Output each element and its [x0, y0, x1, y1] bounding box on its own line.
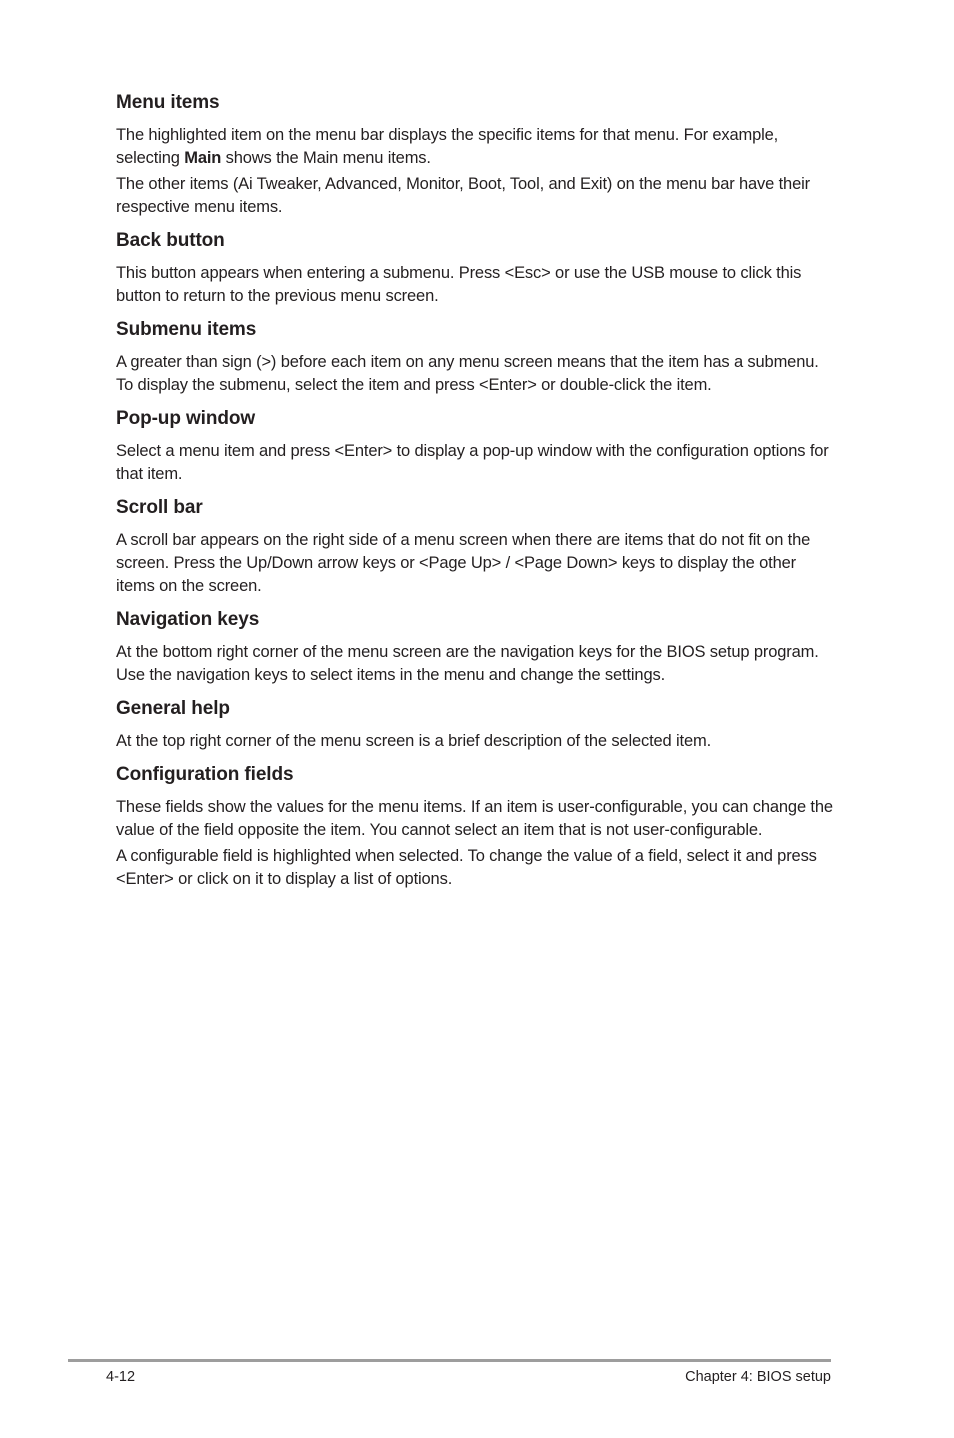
document-body — [116, 90, 836, 894]
section-paragraph: Select a menu item and press <Enter> to display a pop-up window with the configuration options for that item. — [116, 442, 829, 483]
bold-term: Main — [184, 149, 222, 167]
section-scroll-bar — [116, 495, 836, 598]
footer-chapter-title: Chapter 4: BIOS setup — [685, 1369, 831, 1385]
section-navigation-keys — [116, 607, 836, 687]
section-menu-items — [116, 90, 836, 219]
section-paragraph: These fields show the values for the menu items. If an item is user-configurable, you can change the value of the field opposite the item. You cannot select an item that is not user-configurable. — [116, 798, 833, 839]
section-paragraph: A greater than sign (>) before each item on any menu screen means that the item has a submenu. To display the submenu, select the item and press <Enter> or double-click the item. — [116, 353, 819, 394]
section-paragraph: The other items (Ai Tweaker, Advanced, Monitor, Boot, Tool, and Exit) on the menu bar have their respective menu items. — [116, 175, 810, 216]
section-heading: Back button — [116, 230, 225, 251]
paragraph-text: shows the Main menu items. — [221, 149, 431, 167]
section-popup-window — [116, 406, 836, 486]
section-general-help — [116, 696, 836, 753]
section-heading: Pop-up window — [116, 408, 256, 429]
section-back-button — [116, 228, 836, 308]
section-heading: Navigation keys — [116, 609, 260, 630]
section-heading: Menu items — [116, 92, 220, 113]
section-heading: General help — [116, 698, 230, 719]
section-heading: Submenu items — [116, 319, 257, 340]
section-heading: Configuration fields — [116, 764, 294, 785]
footer-divider — [68, 1359, 831, 1362]
section-heading: Scroll bar — [116, 497, 203, 518]
section-paragraph: At the bottom right corner of the menu screen are the navigation keys for the BIOS setup program. Use the navigation keys to select items in the menu and change the settings. — [116, 643, 819, 684]
section-paragraph: This button appears when entering a submenu. Press <Esc> or use the USB mouse to click this button to return to the previous menu screen. — [116, 264, 802, 305]
section-paragraph: A scroll bar appears on the right side of a menu screen when there are items that do not fit on the screen. Press the Up/Down arrow keys or <Page Up> / <Page Down> keys to display the other items on the screen. — [116, 531, 811, 595]
section-paragraph: A configurable field is highlighted when selected. To change the value of a field, select it and press <Enter> or click on it to display a list of options. — [116, 847, 817, 888]
footer-page-number: 4-12 — [106, 1369, 136, 1385]
section-submenu-items — [116, 317, 836, 397]
section-paragraph — [116, 124, 836, 170]
section-configuration-fields — [116, 762, 836, 891]
paragraph-text: The highlighted item on the menu bar displays the specific items for that menu. For example, selecting — [116, 126, 779, 167]
section-paragraph: At the top right corner of the menu screen is a brief description of the selected item. — [116, 732, 712, 750]
